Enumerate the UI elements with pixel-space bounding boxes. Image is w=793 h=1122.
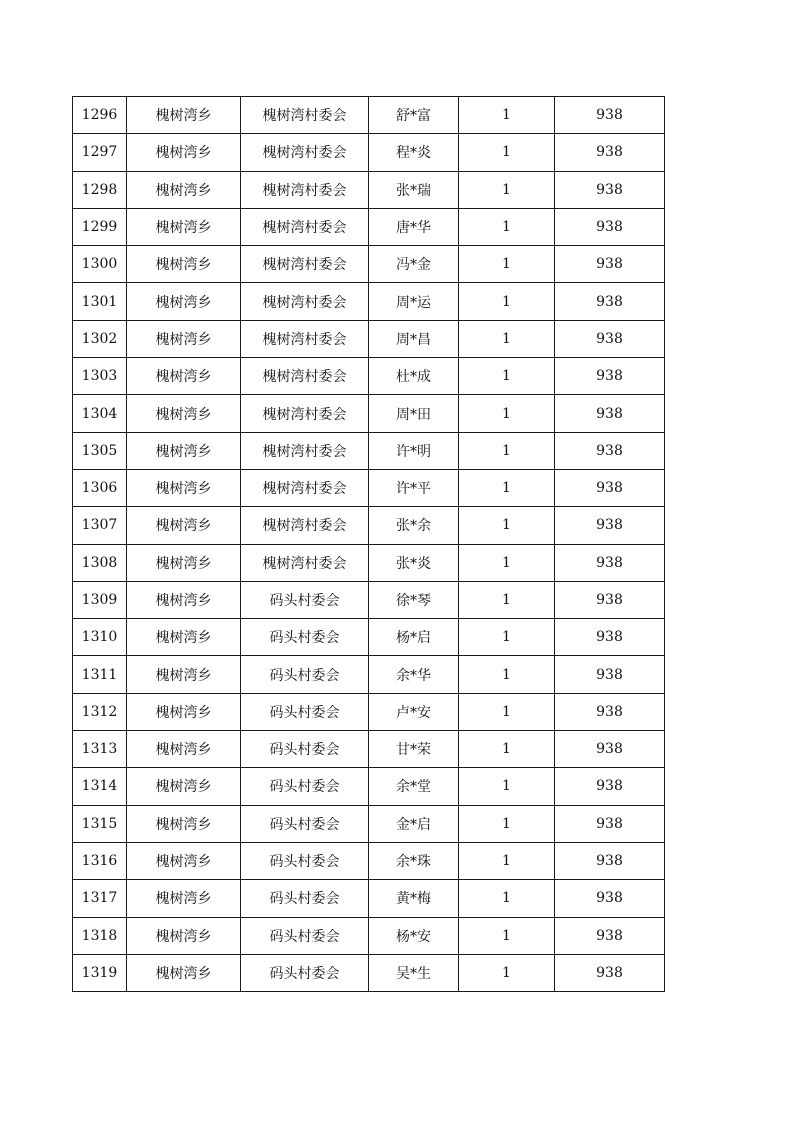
row-number-cell: 1296	[73, 97, 127, 134]
table-row	[73, 432, 665, 469]
table-row	[73, 97, 665, 134]
count-cell: 1	[459, 134, 555, 171]
table-row	[73, 805, 665, 842]
count-cell: 1	[459, 320, 555, 357]
row-number-cell: 1311	[73, 656, 127, 693]
table-row	[73, 619, 665, 656]
village-committee-cell: 槐树湾村委会	[241, 432, 369, 469]
township-cell: 槐树湾乡	[127, 917, 241, 954]
row-number-cell: 1297	[73, 134, 127, 171]
row-number-cell: 1307	[73, 507, 127, 544]
table-row	[73, 358, 665, 395]
township-cell: 槐树湾乡	[127, 768, 241, 805]
count-cell: 1	[459, 693, 555, 730]
table-row	[73, 246, 665, 283]
row-number-cell: 1305	[73, 432, 127, 469]
township-cell: 槐树湾乡	[127, 358, 241, 395]
count-cell: 1	[459, 283, 555, 320]
document-page	[72, 96, 665, 992]
row-number-cell: 1313	[73, 731, 127, 768]
table-row	[73, 395, 665, 432]
name-cell: 甘*荣	[369, 731, 459, 768]
amount-cell: 938	[555, 432, 665, 469]
township-cell: 槐树湾乡	[127, 134, 241, 171]
village-committee-cell: 槐树湾村委会	[241, 469, 369, 506]
village-committee-cell: 槐树湾村委会	[241, 507, 369, 544]
township-cell: 槐树湾乡	[127, 171, 241, 208]
count-cell: 1	[459, 619, 555, 656]
row-number-cell: 1316	[73, 842, 127, 879]
township-cell: 槐树湾乡	[127, 507, 241, 544]
name-cell: 杨*安	[369, 917, 459, 954]
table-row	[73, 842, 665, 879]
village-committee-cell: 码头村委会	[241, 656, 369, 693]
name-cell: 许*明	[369, 432, 459, 469]
count-cell: 1	[459, 97, 555, 134]
village-committee-cell: 槐树湾村委会	[241, 97, 369, 134]
table-row	[73, 768, 665, 805]
township-cell: 槐树湾乡	[127, 581, 241, 618]
count-cell: 1	[459, 805, 555, 842]
name-cell: 张*炎	[369, 544, 459, 581]
township-cell: 槐树湾乡	[127, 619, 241, 656]
village-committee-cell: 槐树湾村委会	[241, 283, 369, 320]
amount-cell: 938	[555, 842, 665, 879]
name-cell: 许*平	[369, 469, 459, 506]
amount-cell: 938	[555, 731, 665, 768]
count-cell: 1	[459, 469, 555, 506]
count-cell: 1	[459, 656, 555, 693]
village-committee-cell: 码头村委会	[241, 731, 369, 768]
township-cell: 槐树湾乡	[127, 880, 241, 917]
count-cell: 1	[459, 581, 555, 618]
amount-cell: 938	[555, 246, 665, 283]
township-cell: 槐树湾乡	[127, 208, 241, 245]
name-cell: 周*昌	[369, 320, 459, 357]
amount-cell: 938	[555, 395, 665, 432]
name-cell: 杜*成	[369, 358, 459, 395]
table-row	[73, 917, 665, 954]
name-cell: 卢*安	[369, 693, 459, 730]
township-cell: 槐树湾乡	[127, 693, 241, 730]
village-committee-cell: 码头村委会	[241, 917, 369, 954]
count-cell: 1	[459, 954, 555, 991]
row-number-cell: 1299	[73, 208, 127, 245]
name-cell: 张*余	[369, 507, 459, 544]
amount-cell: 938	[555, 805, 665, 842]
table-row	[73, 656, 665, 693]
township-cell: 槐树湾乡	[127, 246, 241, 283]
amount-cell: 938	[555, 171, 665, 208]
count-cell: 1	[459, 432, 555, 469]
count-cell: 1	[459, 731, 555, 768]
township-cell: 槐树湾乡	[127, 283, 241, 320]
name-cell: 周*田	[369, 395, 459, 432]
table-row	[73, 880, 665, 917]
table-row	[73, 731, 665, 768]
amount-cell: 938	[555, 768, 665, 805]
name-cell: 冯*金	[369, 246, 459, 283]
amount-cell: 938	[555, 917, 665, 954]
row-number-cell: 1298	[73, 171, 127, 208]
township-cell: 槐树湾乡	[127, 731, 241, 768]
row-number-cell: 1312	[73, 693, 127, 730]
township-cell: 槐树湾乡	[127, 320, 241, 357]
table-row	[73, 581, 665, 618]
row-number-cell: 1300	[73, 246, 127, 283]
row-number-cell: 1308	[73, 544, 127, 581]
village-committee-cell: 槐树湾村委会	[241, 208, 369, 245]
village-committee-cell: 码头村委会	[241, 619, 369, 656]
village-committee-cell: 槐树湾村委会	[241, 171, 369, 208]
village-committee-cell: 槐树湾村委会	[241, 320, 369, 357]
amount-cell: 938	[555, 134, 665, 171]
row-number-cell: 1304	[73, 395, 127, 432]
name-cell: 徐*琴	[369, 581, 459, 618]
row-number-cell: 1319	[73, 954, 127, 991]
beneficiary-table	[72, 96, 665, 992]
count-cell: 1	[459, 171, 555, 208]
village-committee-cell: 码头村委会	[241, 768, 369, 805]
name-cell: 余*堂	[369, 768, 459, 805]
row-number-cell: 1302	[73, 320, 127, 357]
name-cell: 周*运	[369, 283, 459, 320]
table-row	[73, 544, 665, 581]
amount-cell: 938	[555, 544, 665, 581]
amount-cell: 938	[555, 581, 665, 618]
row-number-cell: 1309	[73, 581, 127, 618]
row-number-cell: 1317	[73, 880, 127, 917]
count-cell: 1	[459, 917, 555, 954]
name-cell: 舒*富	[369, 97, 459, 134]
count-cell: 1	[459, 246, 555, 283]
township-cell: 槐树湾乡	[127, 97, 241, 134]
name-cell: 余*珠	[369, 842, 459, 879]
township-cell: 槐树湾乡	[127, 469, 241, 506]
amount-cell: 938	[555, 97, 665, 134]
township-cell: 槐树湾乡	[127, 432, 241, 469]
village-committee-cell: 槐树湾村委会	[241, 358, 369, 395]
row-number-cell: 1301	[73, 283, 127, 320]
village-committee-cell: 槐树湾村委会	[241, 395, 369, 432]
amount-cell: 938	[555, 880, 665, 917]
row-number-cell: 1310	[73, 619, 127, 656]
table-row	[73, 320, 665, 357]
table-row	[73, 693, 665, 730]
amount-cell: 938	[555, 469, 665, 506]
township-cell: 槐树湾乡	[127, 842, 241, 879]
count-cell: 1	[459, 507, 555, 544]
count-cell: 1	[459, 208, 555, 245]
count-cell: 1	[459, 842, 555, 879]
name-cell: 吴*生	[369, 954, 459, 991]
count-cell: 1	[459, 768, 555, 805]
name-cell: 余*华	[369, 656, 459, 693]
name-cell: 唐*华	[369, 208, 459, 245]
village-committee-cell: 码头村委会	[241, 880, 369, 917]
amount-cell: 938	[555, 208, 665, 245]
name-cell: 金*启	[369, 805, 459, 842]
township-cell: 槐树湾乡	[127, 805, 241, 842]
table-row	[73, 507, 665, 544]
row-number-cell: 1306	[73, 469, 127, 506]
name-cell: 杨*启	[369, 619, 459, 656]
table-row	[73, 134, 665, 171]
amount-cell: 938	[555, 656, 665, 693]
count-cell: 1	[459, 358, 555, 395]
village-committee-cell: 码头村委会	[241, 693, 369, 730]
table-row	[73, 469, 665, 506]
village-committee-cell: 槐树湾村委会	[241, 134, 369, 171]
amount-cell: 938	[555, 283, 665, 320]
amount-cell: 938	[555, 320, 665, 357]
count-cell: 1	[459, 880, 555, 917]
amount-cell: 938	[555, 619, 665, 656]
name-cell: 黄*梅	[369, 880, 459, 917]
name-cell: 程*炎	[369, 134, 459, 171]
row-number-cell: 1318	[73, 917, 127, 954]
amount-cell: 938	[555, 954, 665, 991]
village-committee-cell: 槐树湾村委会	[241, 246, 369, 283]
amount-cell: 938	[555, 507, 665, 544]
township-cell: 槐树湾乡	[127, 656, 241, 693]
table-row	[73, 208, 665, 245]
name-cell: 张*瑞	[369, 171, 459, 208]
village-committee-cell: 槐树湾村委会	[241, 544, 369, 581]
row-number-cell: 1303	[73, 358, 127, 395]
row-number-cell: 1315	[73, 805, 127, 842]
village-committee-cell: 码头村委会	[241, 954, 369, 991]
table-row	[73, 954, 665, 991]
table-row	[73, 283, 665, 320]
count-cell: 1	[459, 395, 555, 432]
township-cell: 槐树湾乡	[127, 544, 241, 581]
count-cell: 1	[459, 544, 555, 581]
village-committee-cell: 码头村委会	[241, 842, 369, 879]
table-body	[73, 97, 665, 992]
village-committee-cell: 码头村委会	[241, 805, 369, 842]
township-cell: 槐树湾乡	[127, 395, 241, 432]
table-row	[73, 171, 665, 208]
village-committee-cell: 码头村委会	[241, 581, 369, 618]
row-number-cell: 1314	[73, 768, 127, 805]
township-cell: 槐树湾乡	[127, 954, 241, 991]
amount-cell: 938	[555, 693, 665, 730]
amount-cell: 938	[555, 358, 665, 395]
